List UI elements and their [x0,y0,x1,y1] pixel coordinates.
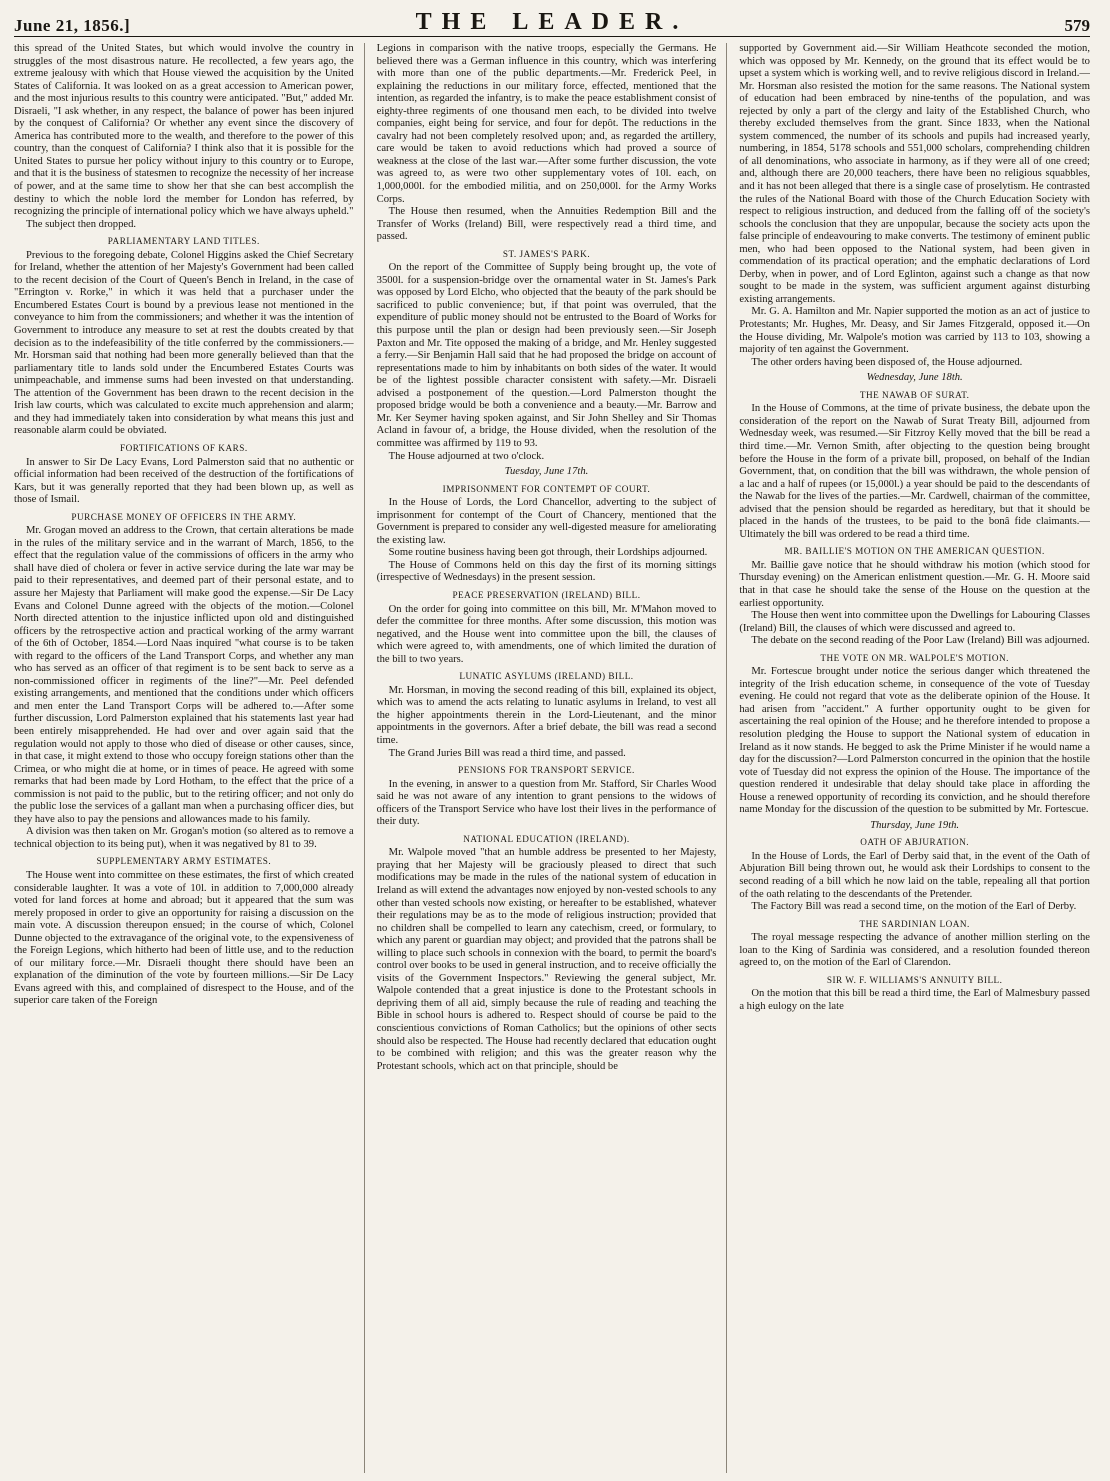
paragraph: In the House of Lords, the Lord Chancellor, adverting to the subject of imprisonment for contempt of the Court of Chancery, mentioned that the Government is prepared to consider any well-digested measure for ameliorating the existing law. [376,497,717,546]
paragraph: The House then resumed, when the Annuities Redemption Bill and the Transfer of Works (Ireland) Bill, were respectively read a third time, and passed. [376,206,717,243]
paragraph: Mr. G. A. Hamilton and Mr. Napier supported the motion as an act of justice to Protestants; Mr. Hughes, Mr. Deasy, and Sir James Fitzgerald, opposed it.—On the House dividing, Mr. Walpole's motion was carried by 113 to 103, showing a majority of ten against the Government. [739,306,1090,356]
issue-date: June 21, 1856.] [14,16,131,35]
paragraph: Legions in comparison with the native troops, especially the Germans. He believed there was a German influence in this country, which was interfering with more than one of the public departments.—Mr. Frederick Peel, in explaining the reductions in our military force, effected, mentioned that the intention, as regarded the infantry, is to make the peace establishment consist of eighty-three regiments of one thousand men each, to be divided into twelve companies, eight being for service, and four for depôt. The reductions in the cavalry had not been completely resolved upon; and, as regarded the artillery, care would be taken to avoid reductions which had proved a source of weakness at the close of the last war.—After some further discussion, the vote was agreed to, as were two other supplementary votes of 10l. each, on 1,000,000l. for the embodied militia, and on 250,000l. for the Army Works Corps. [376,43,717,205]
section-heading: SIR W. F. WILLIAMS'S ANNUITY BILL. [826,974,1003,985]
section-heading: SUPPLEMENTARY ARMY ESTIMATES. [96,856,272,867]
paragraph: The House then went into committee upon the Dwellings for Labouring Classes (Ireland) Bill, the clauses of which were discussed and agreed to. [739,610,1090,634]
column-1 [14,43,365,1473]
section-heading: PEACE PRESERVATION (IRELAND) BILL. [452,589,641,600]
article-columns [14,43,1090,1473]
section-heading: OATH OF ABJURATION. [860,837,970,848]
section-heading: PENSIONS FOR TRANSPORT SERVICE. [458,765,635,776]
dateline: Thursday, June 19th. [870,819,960,831]
section-heading: IMPRISONMENT FOR CONTEMPT OF COURT. [442,483,651,494]
paragraph: In answer to Sir De Lacy Evans, Lord Palmerston said that no authentic or official information had been received of the destruction of the fortifications of Kars, but it was generally reported that they had been blown up, as well as those of Ismail. [14,456,354,506]
paragraph: Mr. Baillie gave notice that he should withdraw his motion (which stood for Thursday evening) on the American enlistment question.—Mr. G. H. Moore said that in that case he should take the sense of the House on the question at the earliest opportunity. [739,559,1090,609]
section-heading: FORTIFICATIONS OF KARS. [120,442,248,453]
paragraph: Previous to the foregoing debate, Colonel Higgins asked the Chief Secretary for Ireland, whether the attention of her Majesty's Government had been called to the recent decision of the Court of Queen's Bench in Ireland, in the case of "Errington v. Rorke," in which it was held that a purchaser under the Encumbered Estates Court is bound by a previous lease not mentioned in the conveyance to him from the commissioners; and whether it was the intention of Government to introduce any measure to set at rest the doubts created by that decision as to the indefeasibility of the title conferred by the commissioners.—Mr. Horsman said that nothing had been more generally believed than that the parliamentary title to lands sold under the Encumbered Estates Courts was unimpeachable, and immense sums had been invested on that understanding. The attention of the Government has been drawn to the recent decision in the Irish law courts, which was calculated to excite much apprehension and alarm; and they had immediately taken into consideration by what means this just and reasonable alarm could be obviated. [14,249,354,437]
section-heading: PURCHASE MONEY OF OFFICERS IN THE ARMY. [71,511,297,522]
paragraph: Mr. Fortescue brought under notice the serious danger which threatened the integrity of the Irish education scheme, in consequence of the vote of Tuesday evening. He could not regard that vote as the deliberate opinion of the House. It had arisen from "accident." A further opportunity ought to be given for ascertaining the real opinion of the House; and he therefore intended to propose a resolution pledging the House to support the National system of education in Ireland as it now stands. He begged to ask the Prime Minister if he would name a day for the discussion?—Lord Palmerston concurred in the opinion that the hostile vote of Tuesday did not express the opinion of the House. The importance of the question rendered it undesirable that delay should take place in affording the House a renewed opportunity of recording its conviction, and he should therefore name Monday for the discussion of the question to be submitted by Mr. Fortescue. [739,666,1090,816]
paragraph: Mr. Horsman, in moving the second reading of this bill, explained its object, which was to amend the acts relating to lunatic asylums in Ireland, to vest all the higher appointments therein in the Lord-Lieutenant, and the minor appointments in the governors. After a brief debate, the bill was read a second time. [376,684,717,746]
paragraph: On the order for going into committee on this bill, Mr. M'Mahon moved to defer the committee for three months. After some discussion, this motion was negatived, and the House went into committee upon the bill, the clauses of which were agreed to, with amendments, one of which limited the duration of the bill to two years. [376,603,717,665]
column-3 [739,43,1090,1473]
column-2 [377,43,728,1473]
page-number: 579 [1064,16,1090,35]
dateline: Wednesday, June 18th. [866,372,963,384]
newspaper-title: THE LEADER. [415,9,689,35]
section-heading: LUNATIC ASYLUMS (IRELAND) BILL. [459,671,634,682]
section-heading: ST. JAMES'S PARK. [502,248,591,259]
paragraph: The royal message respecting the advance of another million sterling on the loan to the King of Sardinia was considered, and a resolution founded thereon agreed to, on the motion of the Earl of Clarendon. [739,932,1090,969]
paragraph: The Factory Bill was read a second time, on the motion of the Earl of Derby. [751,901,1077,913]
paragraph: Mr. Grogan moved an address to the Crown, that certain alterations be made in the rules of the military service and in the warrant of March, 1856, to the effect that the regulation value of the commissions of officers in the army who shall have died of cholera or fever in active service during the late war may be paid to their representatives, and deemed part of their personal estate, and to assure her Majesty that Parliament will make good the expense.—Sir De Lacy Evans and Colonel Dunne agreed with the objects of the motion.—Colonel North directed attention to the injustice inflicted upon old and distinguished officers by the retrospective action and practical working of the army warrant of the 6th of October, 1854.—Lord Naas inquired "what course is to be taken with regard to the officers of the Land Transport Corps, and whether any man who has served as an officer of that regiment is to be sent back to serve as a non-commissioned officer in regiments of the line?"—Mr. Peel defended existing arrangements, and mentioned that the conditions under which officers and men enter the Land Transport Corps will be adhered to.—After some further discussion, Lord Palmerston explained that his statements last year had been entirely misapprehended. He had over and over again said that the regulation would not apply to those who died of disease or other causes, since, in that case, it might extend to those who occupy foreign stations other than the Crimea, or who might die at home, or in times of peace. He agreed with some remarks that had been made by Lord Hotham, to the effect that the price of a commission is not paid to the public, but to the retiring officer; and not only do the public lose the services of a gallant man when a purchasing officer dies, but they have also to pay the pensions and allowances made to his family. [14,525,354,825]
paragraph: In the evening, in answer to a question from Mr. Stafford, Sir Charles Wood said he was not aware of any intention to grant pensions to the widows of officers of the Transport Service who have lost their lives in the performance of their duty. [376,778,717,828]
paragraph: The other orders having been disposed of, the House adjourned. [751,356,1023,368]
masthead [14,6,1090,37]
paragraph: On the report of the Committee of Supply being brought up, the vote of 3500l. for a suspension-bridge over the ornamental water in St. James's Park was opposed by Lord Elcho, who objected that the beauty of the park should be sacrificed to public convenience; but, if that point was overruled, that the expenditure of public money should not be entrusted to the Board of Works for this purpose until the plan or design had been previously seen.—Sir Joseph Paxton and Mr. Tite opposed the making of a bridge, and Mr. Henley suggested a ferry.—Sir Benjamin Hall said that he had proposed the bridge on account of representations made to him by inhabitants on both sides of the water. It would be of the lightest possible character consistent with safety.—Mr. Disraeli advised a postponement of the question.—Lord Palmerston thought the proposed bridge would be both a convenience and a beauty.—Mr. Barrow and Mr. Ker Seymer having spoken against, and Sir John Shelley and Sir Thomas Acland in favour of, a bridge, the House divided, when the resolution of the committee was affirmed by 119 to 93. [376,262,717,449]
section-heading: NATIONAL EDUCATION (IRELAND). [463,833,630,844]
paragraph: The debate on the second reading of the Poor Law (Ireland) Bill was adjourned. [751,635,1090,647]
paragraph: The House adjourned at two o'clock. [388,450,545,462]
paragraph: Some routine business having been got through, their Lordships adjourned. [388,547,708,559]
paragraph: supported by Government aid.—Sir William Heathcote seconded the motion, which was opposed by Mr. Kennedy, on the ground that its effect would be to upset a system which is working well, and to revive religious discord in Ireland.—Mr. Horsman also resisted the motion for the same reasons. The National system of education had been embraced by nine-tenths of the population, and was rejected by only a part of the clergy and laity of the Established Church, who thereby excluded themselves from the grant. Since 1833, when the National system commenced, the number of its schools and pupils had increased yearly, numbering, in 1854, 5178 schools and 551,000 scholars, comprehending children of all denominations, who associate in harmony, as if they were all of one creed; and, although there are 20,000 teachers, there have been no religious squabbles, and it has not been alleged that there is a single case of proselytism. He contrasted the rules of the National Board with those of the Church Education Society with respect to religious instruction, and deduced from the falling off of the society's schools the conclusion that they are unpopular, because the society acts upon the false principle of endeavouring to make converts. The testimony of eminent public men, who had been opposed to the National system, had been given in commendation of its practical operation; and the emphatic declarations of Lord Derby, when in power, and of Lord Eglinton, against such a change as that now sought to be made in the system, was sufficient argument against disturbing existing arrangements. [739,43,1090,305]
paragraph: In the House of Lords, the Earl of Derby said that, in the event of the Oath of Abjuration Bill being thrown out, he would ask their Lordships to consent to the second reading of a bill which he now laid on the table, repealing all that portion of the oath relating to the descendants of the Pretender. [739,850,1090,900]
section-heading: THE VOTE ON MR. WALPOLE'S MOTION. [820,652,1009,663]
section-heading: MR. BAILLIE'S MOTION ON THE AMERICAN QUESTION. [784,546,1045,557]
section-heading: THE NAWAB OF SURAT. [859,389,970,400]
section-heading: THE SARDINIAN LOAN. [859,918,970,929]
dateline: Tuesday, June 17th. [504,466,589,478]
section-heading: PARLIAMENTARY LAND TITLES. [107,236,260,247]
paragraph: The Grand Juries Bill was read a third time, and passed. [388,747,626,759]
paragraph: A division was then taken on Mr. Grogan's motion (so altered as to remove a technical objection to its being put), when it was negatived by 81 to 39. [14,826,354,850]
paragraph: On the motion that this bill be read a third time, the Earl of Malmesbury passed a high eulogy on the late [739,988,1090,1012]
paragraph: The House of Commons held on this day the first of its morning sittings (irrespective of Wednesdays) in the present session. [376,559,717,584]
paragraph: this spread of the United States, but which would involve the country in struggles of the most disastrous nature. He recollected, a few years ago, the extreme jealousy with which that House viewed the acquisition by the United States of California. It was looked on as a great accession to American power, and the most injurious results to this country were anticipated. "But," added Mr. Disraeli, "I ask whether, in any respect, the balance of power has been injured by the conquest of California? Or whether any event since the discovery of America has contributed more to the wealth, and therefore to the power of this country, than the conquest of California? I think also that it is possible for the United States to pursue her policy without injury to this country or to Europe, and that it is the business of statesmen to recognize the necessity of her increase of power, and at the same time to show her that she can best accomplish the destiny to which the noble lord the member for London has referred, by recognizing the principle of international policy which we have always upheld." [14,43,354,218]
paragraph: In the House of Commons, at the time of private business, the debate upon the consideration of the report on the Nawab of Surat Treaty Bill, adjourned from Wednesday week, was resumed.—Sir Fitzroy Kelly moved that the bill be read a third time.—Mr. Vernon Smith, after objecting to the question being brought before the House in the form of a private bill, proposed, on behalf of the Indian Government, that, on condition that the bill was withdrawn, the whole pension of a lac and a half of rupees (or 15,000l.) a year should be paid to the descendants of the Nawab for the lives of the parties.—Mr. Cardwell, chairman of the committee, advised that the pension should be regarded as hereditary, but that it should be placed in the hands of the trustees, to be paid to the bonâ fide claimants.—Ultimately the bill was ordered to be read a third time. [739,403,1090,540]
paragraph: The House went into committee on these estimates, the first of which created considerable laughter. It was a vote of 10l. in addition to 7,000,000 already voted for land forces at home and abroad; but it appeared that the sum was merely proposed in order to give an opportunity for raising a discussion on the main vote. A discussion thereupon ensued; in the course of which, Colonel Dunne objected to the extravagance of the original vote, to the expensiveness of the Foreign Legions, which hitherto had been of little use, and to the reduction of our military force.—Mr. Disraeli thought there should have been an explanation of the diminution of the vote by fourteen millions.—Sir De Lacy Evans agreed with this, and complained of disrespect to the House, and of the superior care taken of the Foreign [14,870,354,1007]
paragraph: Mr. Walpole moved "that an humble address be presented to her Majesty, praying that her Majesty will be graciously pleased to direct that such modifications may be made in the rules of the national system of education in Ireland as will extend the advantages now enjoyed by non-vested schools to any other than vested schools now existing, or hereafter to be established, whatever their regulations may be as to the mode of religious instruction; provided that no children shall be compelled to learn any catechism, creed, or formulary, to which any parent or guardian may object; and provided that the patrons shall be willing to place such schools in connexion with the board, to permit the board's control over books to be used in general instruction, and to receive officially the visits of the Government Inspectors." Reviewing the general subject, Mr. Walpole contended that a great injustice is done to the Protestant schools in depriving them of all aid, simply because the rule of reading and teaching the Bible in school hours is adhered to. Respect should of course be paid to the conscientious convictions of Roman Catholics; but the opinions of other sects should also be respected. The House had recently declared that education ought to be combined with religion; and this was the greater reason why the Protestant schools, which act on that principle, should be [376,847,717,1072]
paragraph: The subject then dropped. [26,218,137,230]
